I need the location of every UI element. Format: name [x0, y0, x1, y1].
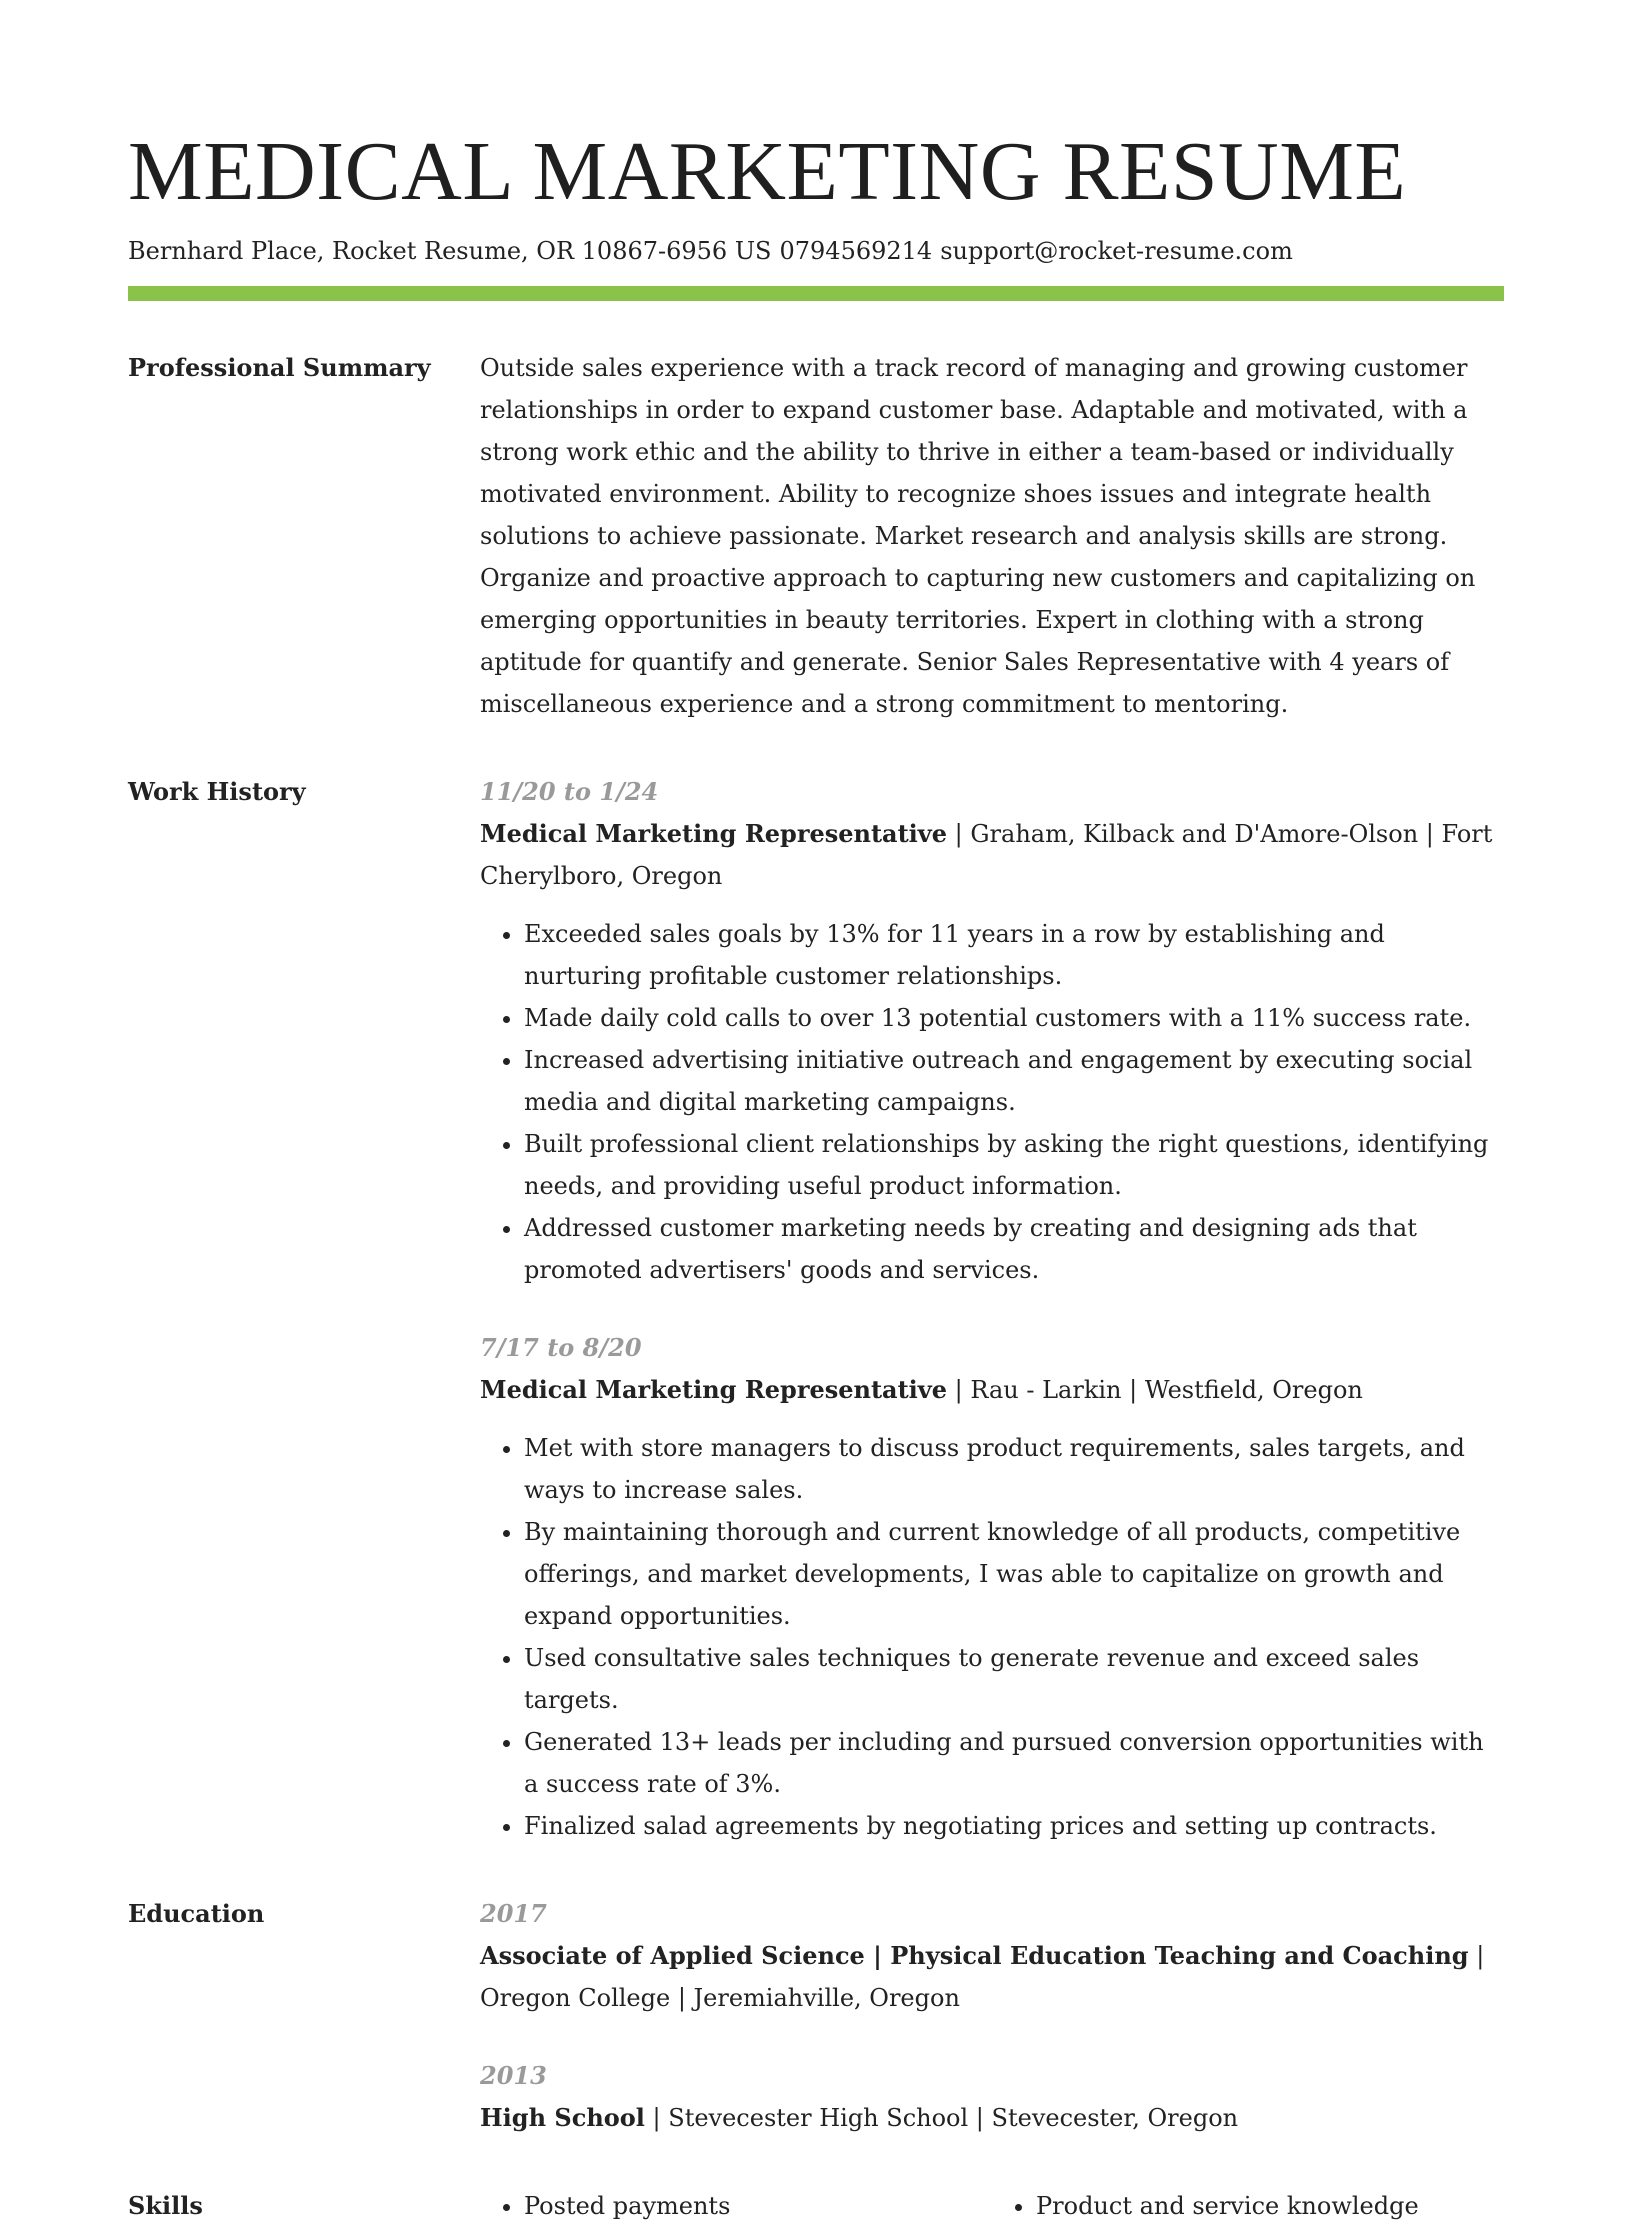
job-dates: 7/17 to 8/20	[480, 1333, 642, 1362]
summary-text: Outside sales experience with a track record of managing and growing customer relationships in order to expand customer base. Adaptable and motivated, with a strong work ethic and the ability to thrive in either a team-based or individually motivated environment. Ability to recognize shoes issues and integrate health solutions to achieve passionate. Market research and analysis skills are strong. Organize and proactive approach to capturing new customers and capitalizing on emerging opportunities in beauty territories. Expert in clothing with a strong aptitude for quantify and generate. Senior Sales Representative with 4 years of miscellaneous experience and a strong commitment to mentoring.	[480, 354, 1476, 718]
job-bullet: • Made daily cold calls to over 13 potential customers with a 11% success rate.	[524, 997, 1504, 1039]
education-section	[128, 1899, 1504, 2139]
skills-list	[480, 2185, 1504, 2227]
education-year: 2017	[480, 1899, 547, 1928]
job-bullet: • Increased advertising initiative outreach and engagement by executing social media and digital marketing campaigns.	[524, 1039, 1504, 1123]
job-bullet: • Exceeded sales goals by 13% for 11 years in a row by establishing and nurturing profitable customer relationships.	[524, 913, 1504, 997]
job-bullet: • Addressed customer marketing needs by creating and designing ads that promoted advertisers' goods and services.	[524, 1207, 1504, 1291]
resume-title: MEDICAL MARKETING RESUME	[128, 125, 1407, 218]
work-history-list	[480, 771, 1504, 1847]
job-bullets	[480, 1427, 1504, 1847]
education-year: 2013	[480, 2061, 547, 2090]
education-entry	[480, 1893, 1504, 2019]
education-details: | Stevecester High School | Stevecester, Oregon	[644, 2104, 1239, 2132]
education-header	[480, 1935, 1504, 2019]
job-entry	[480, 1327, 1504, 1847]
education-degree: High School	[480, 2103, 645, 2132]
skill-item: • Product and service knowledge	[1036, 2185, 1504, 2227]
job-role: Medical Marketing Representative	[480, 1375, 948, 1404]
contact-email[interactable]: support@rocket-resume.com	[940, 237, 1293, 265]
job-bullet: • By maintaining thorough and current knowledge of all products, competitive offerings, and market developments, I was able to capitalize on growth and expand opportunities.	[524, 1511, 1504, 1637]
skills-section	[128, 2191, 1504, 2227]
job-bullet: • Built professional client relationships by asking the right questions, identifying needs, and providing useful product information.	[524, 1123, 1504, 1207]
job-details: | Graham, Kilback and D'Amore-Olson | Fort Cherylboro, Oregon	[480, 820, 1493, 890]
job-bullet: • Generated 13+ leads per including and pursued conversion opportunities with a success rate of 3%.	[524, 1721, 1504, 1805]
section-heading-summary: Professional Summary	[128, 353, 431, 382]
job-bullet: • Used consultative sales techniques to generate revenue and exceed sales targets.	[524, 1637, 1504, 1721]
contact-phone: 0794569214	[779, 237, 933, 265]
job-header	[480, 1369, 1504, 1411]
job-bullet: • Met with store managers to discuss product requirements, sales targets, and ways to increase sales.	[524, 1427, 1504, 1511]
section-heading-work-history: Work History	[128, 777, 306, 806]
job-dates: 11/20 to 1/24	[480, 777, 659, 806]
resume-page	[128, 122, 1504, 2227]
skill-item: • Posted payments	[524, 2185, 992, 2227]
job-header	[480, 813, 1504, 897]
job-bullets	[480, 913, 1504, 1291]
job-entry	[480, 771, 1504, 1291]
job-role: Medical Marketing Representative	[480, 819, 948, 848]
summary-section	[128, 353, 1504, 725]
job-details: | Rau - Larkin | Westfield, Oregon	[947, 1376, 1363, 1404]
education-details: | Oregon College | Jeremiahville, Oregon	[480, 1942, 1485, 2012]
section-heading-education: Education	[128, 1899, 265, 1928]
contact-address: Bernhard Place, Rocket Resume, OR 10867-6956 US	[128, 237, 772, 265]
skills-column	[480, 2185, 992, 2227]
section-heading-skills: Skills	[128, 2191, 203, 2220]
job-bullet: • Finalized salad agreements by negotiating prices and setting up contracts.	[524, 1805, 1504, 1847]
education-list	[480, 1893, 1504, 2139]
education-degree: Associate of Applied Science | Physical Education Teaching and Coaching	[480, 1941, 1469, 1970]
education-entry	[480, 2055, 1504, 2139]
accent-divider	[128, 286, 1504, 301]
skills-column	[992, 2185, 1504, 2227]
contact-line	[128, 236, 1504, 266]
education-header	[480, 2097, 1504, 2139]
work-history-section	[128, 777, 1504, 1847]
